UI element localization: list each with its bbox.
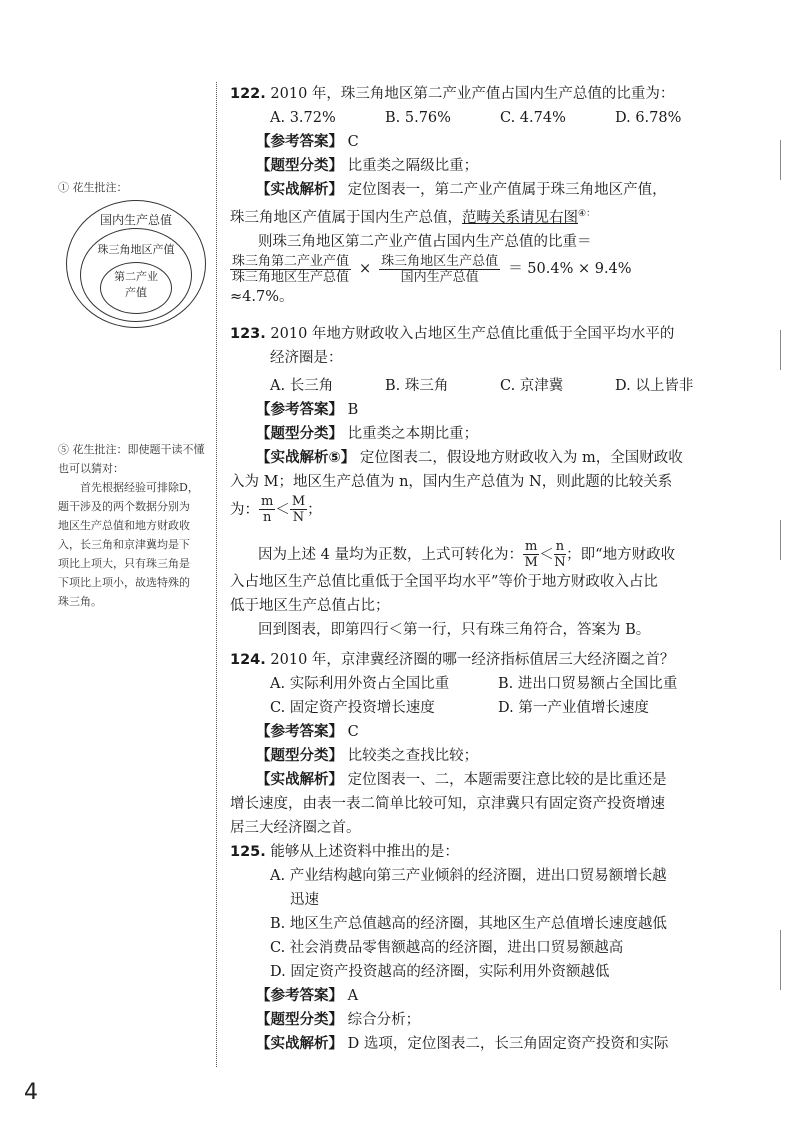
q124-answer: C	[347, 724, 359, 740]
q125-type-row	[230, 1008, 720, 1032]
q123-frac-m-M	[523, 539, 539, 570]
inner-label-1: 第二产业	[114, 270, 158, 283]
q122-footnote-ref: ④：	[578, 209, 596, 219]
q122-type-row	[230, 154, 720, 178]
q122-formula	[230, 254, 720, 285]
q124-type: 比较类之查找比较；	[347, 748, 479, 764]
q123-answer: B	[347, 402, 359, 418]
edge-mark	[780, 930, 781, 990]
sidebar-note-2-line: 地区生产总值和地方财政收	[58, 519, 190, 532]
less-than: ＜	[275, 501, 290, 518]
q122-analysis-3: 则珠三角地区第二产业产值占国内生产总值的比重＝	[258, 233, 592, 250]
q125-analysis-row	[230, 1032, 720, 1056]
q122-options	[230, 106, 720, 130]
q123-analysis-4	[230, 539, 720, 570]
q123-analysis-2: 入为 M；地区生产总值为 n，国内生产总值为 N，则此题的比较关系	[230, 474, 673, 490]
q124-analysis-2: 增长速度，由表一表二简单比较可知，京津冀只有固定资产投资增速	[230, 796, 665, 812]
column-divider	[216, 82, 217, 1067]
q122-fraction-1	[230, 254, 351, 285]
q124-answer-row	[230, 720, 720, 744]
q122-stem: 2010 年，珠三角地区第二产业产值占国内生产总值的比重为：	[270, 86, 675, 102]
q123-analysis-label: 【实战解析⑤】	[256, 450, 356, 466]
q124-option-d: D. 第一产业值增长速度	[498, 700, 649, 716]
less-than: ＜	[539, 546, 554, 563]
q125-answer-label: 【参考答案】	[256, 988, 343, 1004]
page-number: 4	[24, 1080, 38, 1105]
q123-option-d: D. 以上皆非	[615, 378, 694, 394]
q123-stem-1: 2010 年地方财政收入占地区生产总值比重低于全国平均水平的	[270, 326, 675, 342]
q125-analysis-label: 【实战解析】	[256, 1036, 343, 1052]
q123-stem-line-1	[230, 322, 720, 346]
q124-option-b: B. 进出口贸易额占全国比重	[498, 676, 678, 692]
sidebar-note-2-line: 首先根据经验可排除D，	[80, 481, 199, 494]
q122-frac2-den: 国内生产总值	[400, 269, 479, 285]
edge-mark	[780, 520, 781, 560]
q122-frac1-den: 珠三角地区生产总值	[232, 269, 350, 285]
q122-analysis-line-2	[230, 202, 720, 230]
q123-stem-2: 经济圈是：	[270, 350, 343, 366]
q123-analysis-4a: 因为上述 4 量均为正数，上式可转化为：	[258, 546, 523, 563]
q122-frac1-num: 珠三角第二产业产值	[232, 253, 350, 269]
q123-analysis-6: 低于地区生产总值占比；	[230, 598, 390, 614]
q122-fraction-2	[379, 254, 500, 285]
q122-option-c: C. 4.74%	[500, 110, 566, 126]
q122-approx: ≈4.7%。	[230, 288, 294, 305]
q122-analysis-1: 定位图表一，第二产业产值属于珠三角地区产值，	[347, 182, 667, 198]
sidebar-note-1-title: ① 花生批注：	[58, 181, 128, 194]
q125-number: 125.	[230, 844, 266, 860]
q124-options-row-2	[230, 696, 720, 720]
q122-analysis-row	[230, 178, 720, 202]
q124-option-c: C. 固定资产投资增长速度	[270, 700, 435, 716]
q123-number: 123.	[230, 326, 266, 342]
q124-stem-line	[230, 648, 720, 672]
q125-answer-row	[230, 984, 720, 1008]
q122-answer: C	[347, 134, 359, 150]
q123-option-c: C. 京津冀	[500, 378, 564, 394]
q123-analysis-row	[230, 446, 720, 470]
outer-label: 国内生产总值	[99, 213, 172, 227]
q124-options-row-1	[230, 672, 720, 696]
q123-frac-n-N	[554, 539, 566, 570]
q124-analysis-label: 【实战解析】	[256, 772, 343, 788]
q124-type-label: 【题型分类】	[256, 748, 343, 764]
q125-option-d: D. 固定资产投资越高的经济圈，实际利用外资额越低	[270, 964, 610, 980]
frac-num: m	[261, 494, 274, 509]
sidebar-note-2-line: 题干涉及的两个数据分别为	[58, 500, 190, 513]
q125-type: 综合分析；	[347, 1012, 421, 1028]
q122-analysis-label: 【实战解析】	[256, 182, 343, 198]
q123-analysis-3a: 为：	[230, 501, 259, 518]
q123-type-row	[230, 422, 720, 446]
q125-type-label: 【题型分类】	[256, 1012, 343, 1028]
q123-option-b: B. 珠三角	[385, 378, 449, 394]
question-122	[230, 82, 720, 309]
q123-analysis-4b: ；即“地方财政收	[566, 546, 676, 563]
frac-den: N	[554, 555, 566, 570]
q122-type-label: 【题型分类】	[256, 158, 343, 174]
sidebar-note-2-line: 下项比上项小，故选特殊的	[58, 576, 190, 589]
sidebar-note-2	[58, 440, 210, 611]
inner-circle	[100, 262, 172, 314]
q122-answer-label: 【参考答案】	[256, 134, 343, 150]
q125-option-b: B. 地区生产总值越高的经济圈，其地区生产总值增长速度越低	[270, 916, 667, 932]
q124-analysis-row	[230, 768, 720, 792]
q122-answer-row	[230, 130, 720, 154]
q124-stem: 2010 年，京津冀经济圈的哪一经济指标值居三大经济圈之首？	[270, 652, 675, 668]
question-124	[230, 648, 720, 840]
inner-label-2: 产值	[125, 286, 147, 299]
q122-option-a: A. 3.72%	[270, 110, 336, 126]
q125-option-a-2: 迅速	[290, 892, 319, 908]
q123-options	[230, 374, 720, 398]
frac-den: M	[524, 555, 538, 570]
q122-result: ＝ 50.4% × 9.4%	[508, 261, 632, 278]
q122-analysis-2a: 珠三角地区产值属于国内生产总值，	[230, 209, 462, 226]
q124-answer-label: 【参考答案】	[256, 724, 343, 740]
q125-stem: 能够从上述资料中推出的是：	[270, 844, 459, 860]
semicolon: ；	[307, 501, 322, 518]
q124-number: 124.	[230, 652, 266, 668]
sidebar-note-2-line: 珠三角。	[58, 595, 102, 608]
q123-type-label: 【题型分类】	[256, 426, 343, 442]
question-123	[230, 322, 720, 642]
q122-frac2-num: 珠三角地区生产总值	[381, 253, 499, 269]
q123-answer-label: 【参考答案】	[256, 402, 343, 418]
q123-type: 比重类之本期比重；	[347, 426, 479, 442]
q122-type: 比重类之隔级比重；	[347, 158, 479, 174]
q125-analysis-1: D 选项，定位图表二，长三角固定资产投资和实际	[347, 1036, 669, 1052]
frac-num: n	[555, 539, 565, 554]
q123-answer-row	[230, 398, 720, 422]
sidebar-note-2-title: ⑤ 花生批注：即使题干读不懂也可以猜对：	[58, 443, 205, 475]
middle-label: 珠三角地区产值	[97, 243, 175, 256]
q123-analysis-1: 定位图表二，假设地方财政收入为 m，全国财政收	[359, 450, 683, 466]
q122-option-b: B. 5.76%	[385, 110, 451, 126]
q124-analysis-1: 定位图表一、二，本题需要注意比较的是比重还是	[347, 772, 667, 788]
q123-option-a: A. 长三角	[270, 378, 334, 394]
sidebar-note-2-line: 项比上项大，只有珠三角是	[58, 557, 190, 570]
q125-option-a-1: A. 产业结构越向第三产业倾斜的经济圈，进出口贸易额增长越	[270, 868, 667, 884]
q122-option-d: D. 6.78%	[615, 110, 682, 126]
q123-frac-M-N	[290, 494, 307, 525]
q122-times: ×	[359, 261, 372, 278]
frac-num: M	[291, 494, 306, 509]
frac-den: n	[262, 510, 272, 525]
edge-mark	[780, 330, 781, 370]
q125-option-c: C. 社会消费品零售额越高的经济圈，进出口贸易额越高	[270, 940, 624, 956]
q124-option-a: A. 实际利用外资占全国比重	[270, 676, 450, 692]
q124-type-row	[230, 744, 720, 768]
q124-analysis-3: 居三大经济圈之首。	[230, 820, 361, 836]
frac-den: N	[292, 510, 305, 525]
q122-analysis-2b: 范畴关系请见右图	[462, 209, 578, 226]
q122-number: 122.	[230, 86, 266, 102]
question-125	[230, 840, 720, 1056]
q125-stem-line	[230, 840, 720, 864]
category-diagram	[66, 200, 208, 330]
q123-analysis-5: 入占地区生产总值比重低于全国平均水平”等价于地方财政收入占比	[230, 574, 658, 590]
edge-mark	[780, 140, 781, 180]
q125-answer: A	[347, 988, 359, 1004]
frac-num: m	[524, 539, 538, 554]
q123-analysis-7: 回到图表，即第四行＜第一行，只有珠三角符合，答案为 B。	[258, 622, 651, 638]
q123-frac-m-n	[259, 494, 275, 525]
q123-relation	[230, 494, 720, 525]
q122-stem-line	[230, 82, 720, 106]
sidebar-note-2-line: 入，长三角和京津冀均是下	[58, 538, 190, 551]
